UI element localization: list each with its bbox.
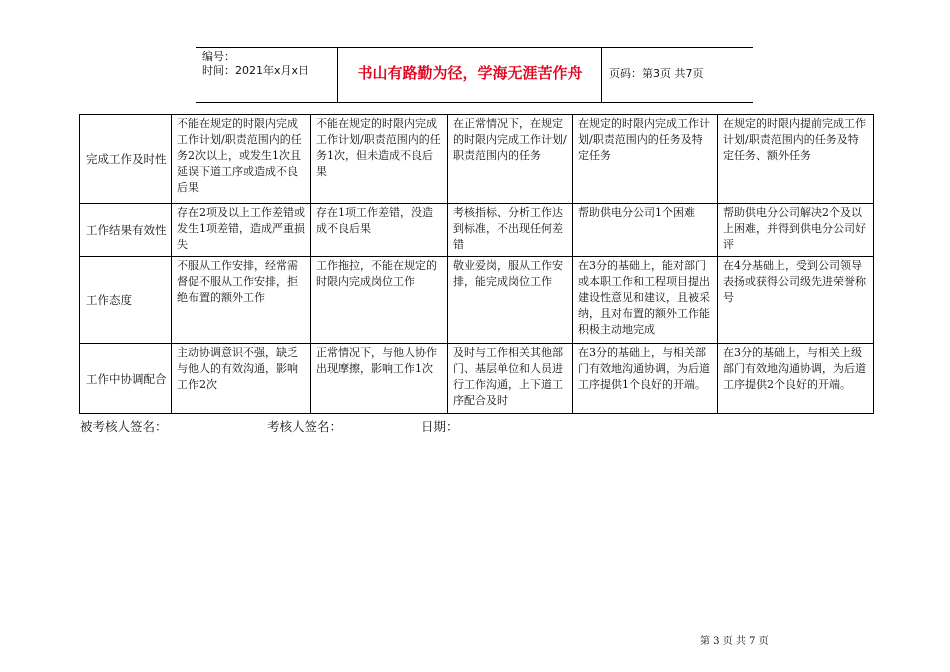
table-cell: 不服从工作安排，经常需督促不服从工作安排，拒绝布置的额外工作 [172, 257, 311, 344]
table-cell: 敬业爱岗，服从工作安排，能完成岗位工作 [448, 257, 573, 344]
row-label: 工作结果有效性 [80, 204, 172, 257]
page-header [196, 47, 753, 103]
page-footer: 第 3 页 共 7 页 [700, 636, 769, 647]
header-divider-left [337, 47, 338, 103]
time-label: 时间：2021年x月x日 [202, 64, 310, 77]
table-cell: 帮助供电分公司解决2个及以上困难，并得到供电分公司好评 [718, 204, 874, 257]
table-cell: 在3分的基础上，与相关上级部门有效地沟通协调，为后道工序提供2个良好的开端。 [718, 344, 874, 414]
table-cell: 在规定的时限内完成工作计划/职责范围内的任务及特定任务 [573, 115, 718, 204]
table-cell: 考核指标、分析工作达到标准，不出现任何差错 [448, 204, 573, 257]
table-cell: 工作拖拉，不能在规定的时限内完成岗位工作 [311, 257, 448, 344]
table-row [80, 257, 874, 344]
table-cell: 不能在规定的时限内完成工作计划/职责范围内的任务2次以上，或发生1次且延误下道工序或造成不良后果 [172, 115, 311, 204]
motto: 书山有路勤为径，学海无涯苦作舟 [357, 64, 583, 82]
table-cell: 正常情况下，与他人协作出现摩擦，影响工作1次 [311, 344, 448, 414]
row-label: 工作中协调配合 [80, 344, 172, 414]
page-code: 页码：第3页 共7页 [609, 67, 704, 80]
table-cell: 存在1项工作差错，没造成不良后果 [311, 204, 448, 257]
table-cell: 存在2项及以上工作差错或发生1项差错，造成严重损失 [172, 204, 311, 257]
table-cell: 在正常情况下，在规定的时限内完成工作计划/职责范围内的任务 [448, 115, 573, 204]
table-cell: 在3分的基础上，能对部门或本职工作和工程项目提出建设性意见和建议，且被采纳，且对布置的额外工作能积极主动地完成 [573, 257, 718, 344]
number-label: 编号： [202, 50, 235, 63]
assessment-table [79, 114, 874, 414]
table-cell: 不能在规定的时限内完成工作计划/职责范围内的任务1次，但未造成不良后果 [311, 115, 448, 204]
table-cell: 帮助供电分公司1个困难 [573, 204, 718, 257]
assessor-signature-label: 考核人签名： [267, 419, 343, 434]
table-row [80, 204, 874, 257]
header-bottom-rule [196, 102, 753, 103]
header-meta [202, 50, 309, 78]
assessee-signature-label: 被考核人签名： [80, 419, 168, 434]
table-cell: 在4分基础上，受到公司领导表扬或获得公司级先进荣誉称号 [718, 257, 874, 344]
date-label: 日期： [421, 419, 459, 434]
header-divider-right [601, 47, 602, 103]
table-row [80, 115, 874, 204]
table-cell: 及时与工作相关其他部门、基层单位和人员进行工作沟通，上下道工序配合及时 [448, 344, 573, 414]
table-row [80, 344, 874, 414]
header-top-rule [196, 47, 753, 48]
table-cell: 在3分的基础上，与相关部门有效地沟通协调，为后道工序提供1个良好的开端。 [573, 344, 718, 414]
row-label: 工作态度 [80, 257, 172, 344]
row-label: 完成工作及时性 [80, 115, 172, 204]
table-cell: 主动协调意识不强，缺乏与他人的有效沟通，影响工作2次 [172, 344, 311, 414]
table-cell: 在规定的时限内提前完成工作计划/职责范围内的任务及特定任务、额外任务 [718, 115, 874, 204]
